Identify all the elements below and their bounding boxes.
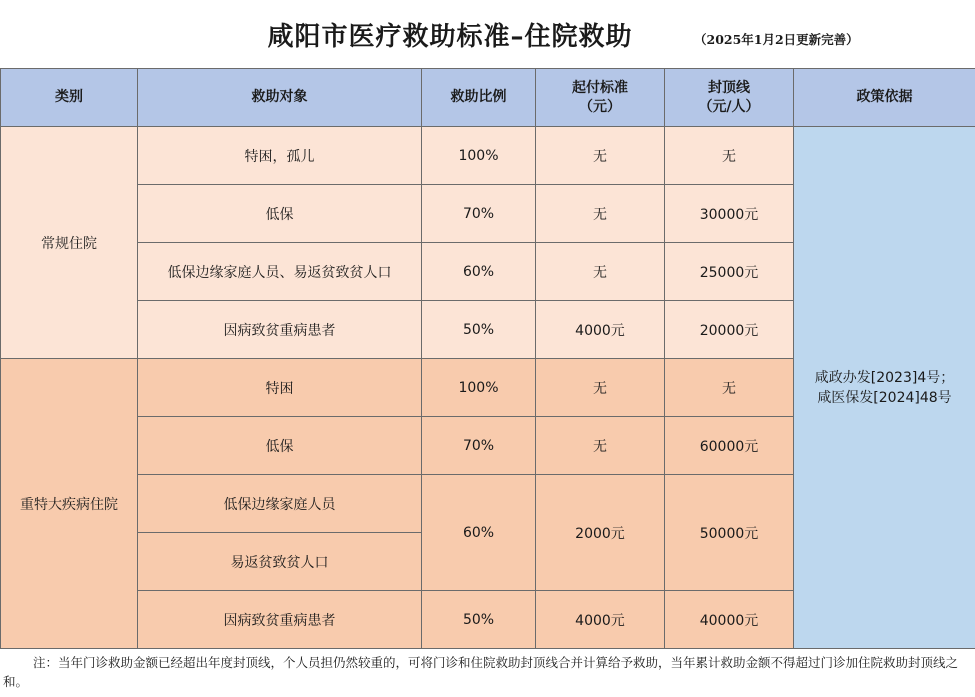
target-cell: 低保	[138, 185, 422, 243]
ratio-cell: 70%	[422, 185, 536, 243]
category-major: 重特大疾病住院	[1, 359, 138, 649]
target-cell: 特困，孤儿	[138, 127, 422, 185]
cap-cell: 无	[665, 359, 794, 417]
target-cell: 易返贫致贫人口	[138, 533, 422, 591]
cap-cell: 25000元	[665, 243, 794, 301]
table-header-row	[1, 69, 975, 127]
cap-cell: 20000元	[665, 301, 794, 359]
cap-cell: 无	[665, 127, 794, 185]
assistance-table	[0, 68, 975, 649]
table-row	[1, 127, 975, 185]
ratio-cell: 50%	[422, 591, 536, 649]
threshold-cell: 无	[536, 185, 665, 243]
ratio-cell: 100%	[422, 359, 536, 417]
cap-cell: 50000元	[665, 475, 794, 591]
policy-line1: 咸政办发[2023]4号；	[814, 369, 955, 386]
header-policy: 政策依据	[794, 69, 975, 127]
header-category: 类别	[1, 69, 138, 127]
threshold-cell: 2000元	[536, 475, 665, 591]
target-cell: 低保	[138, 417, 422, 475]
cap-cell: 40000元	[665, 591, 794, 649]
ratio-cell: 70%	[422, 417, 536, 475]
ratio-cell: 60%	[422, 475, 536, 591]
update-note: （2025年1月2日更新完善）	[694, 32, 859, 47]
page-title: 咸阳市医疗救助标准–住院救助	[267, 22, 633, 52]
header-cap	[665, 69, 794, 127]
target-cell: 特困	[138, 359, 422, 417]
footnote: 注：当年门诊救助金额已经超出年度封顶线，个人员担仍然较重的，可将门诊和住院救助封顶线合并计算给予救助，当年累计救助金额不得超过门诊加住院救助封顶线之和。	[3, 655, 959, 689]
header-threshold	[536, 69, 665, 127]
target-cell: 低保边缘家庭人员、易返贫致贫人口	[138, 243, 422, 301]
threshold-cell: 无	[536, 359, 665, 417]
header-threshold-line1: 起付标准	[572, 79, 628, 96]
target-cell: 因病致贫重病患者	[138, 301, 422, 359]
cap-cell: 60000元	[665, 417, 794, 475]
target-cell: 低保边缘家庭人员	[138, 475, 422, 533]
threshold-cell: 无	[536, 127, 665, 185]
header-cap-line2: （元/人）	[698, 98, 760, 115]
threshold-cell: 4000元	[536, 591, 665, 649]
ratio-cell: 50%	[422, 301, 536, 359]
threshold-cell: 4000元	[536, 301, 665, 359]
header-threshold-line2: （元）	[579, 98, 621, 115]
header-ratio: 救助比例	[422, 69, 536, 127]
category-regular: 常规住院	[1, 127, 138, 359]
target-cell: 因病致贫重病患者	[138, 591, 422, 649]
policy-line2: 咸医保发[2024]48号	[817, 389, 952, 406]
cap-cell: 30000元	[665, 185, 794, 243]
ratio-cell: 100%	[422, 127, 536, 185]
policy-cell	[794, 127, 975, 649]
header-target: 救助对象	[138, 69, 422, 127]
header-cap-line1: 封顶线	[708, 79, 750, 96]
threshold-cell: 无	[536, 417, 665, 475]
ratio-cell: 60%	[422, 243, 536, 301]
threshold-cell: 无	[536, 243, 665, 301]
